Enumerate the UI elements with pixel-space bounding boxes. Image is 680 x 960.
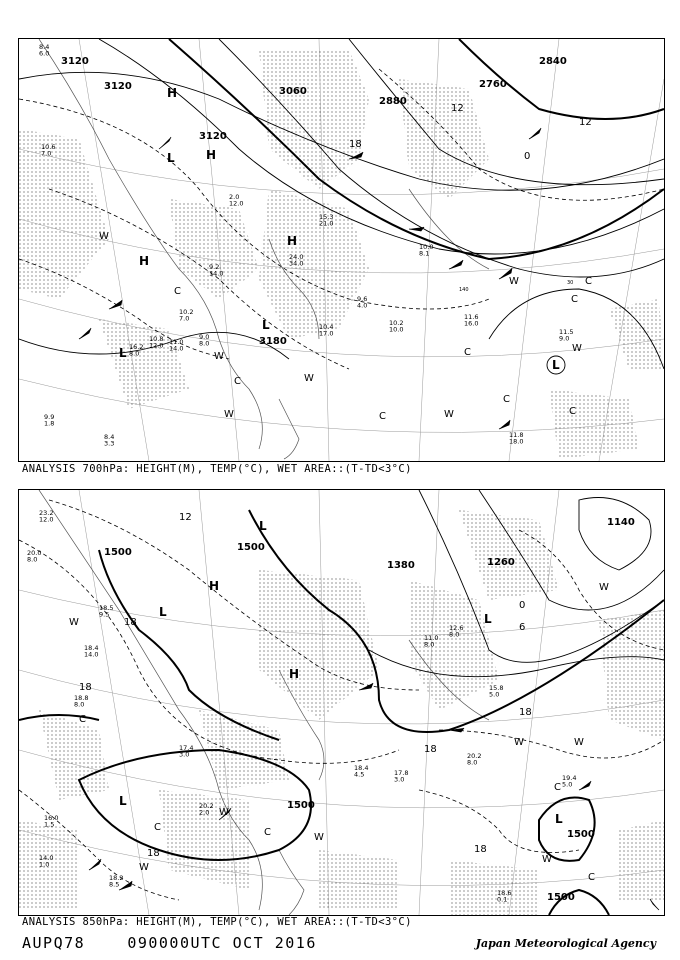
station-value: 10.2 7.0	[179, 308, 194, 323]
warm-center-mark: W	[99, 231, 109, 242]
warm-center-mark: W	[219, 807, 229, 818]
station-value: 9.9 1.8	[44, 413, 55, 428]
low-pressure-center: L	[555, 812, 563, 826]
isotherm-label: 12	[179, 512, 192, 523]
isotherm-label: 18	[79, 682, 92, 693]
cold-center-mark: C	[174, 286, 181, 297]
station-value: 11.8 18.0	[509, 431, 524, 446]
cold-center-mark: C	[234, 376, 241, 387]
station-value: 10.6 7.0	[41, 143, 56, 158]
station-value: 2.0 12.0	[229, 193, 244, 208]
station-value: 18.8 8.0	[74, 694, 89, 709]
low-pressure-center: L	[484, 612, 492, 626]
station-value: 9.2 14.0	[209, 263, 224, 278]
height-label: 2840	[539, 56, 567, 67]
high-pressure-center: H	[139, 254, 150, 268]
isotherm-label: 12	[579, 117, 592, 128]
station-value: 18.4 4.5	[354, 764, 369, 779]
height-label: 2760	[479, 79, 507, 90]
station-value: 18.5 9.5	[99, 604, 114, 619]
station-value: 24.0 34.0	[289, 253, 304, 268]
height-label: 3120	[104, 81, 132, 92]
warm-center-mark: W	[314, 832, 324, 843]
chart-code-and-valid-time	[22, 934, 317, 952]
cold-center-mark: C	[585, 276, 592, 287]
station-value: 16.2 8.0	[129, 343, 144, 358]
station-value: 20.0 8.0	[27, 549, 42, 564]
station-value: 8.4 3.3	[104, 433, 115, 448]
caption-700hpa: ANALYSIS 700hPa: HEIGHT(M), TEMP(°C), WET AREA::(T-TD<3°C)	[22, 463, 412, 475]
cold-center-mark: C	[154, 822, 161, 833]
station-value: 18.4 14.0	[84, 644, 99, 659]
caption-850hpa: ANALYSIS 850hPa: HEIGHT(M), TEMP(°C), WET AREA::(T-TD<3°C)	[22, 916, 412, 928]
station-value: 11.5 9.0	[559, 328, 574, 343]
cold-center-mark: C	[379, 411, 386, 422]
station-value: 20.2 8.0	[467, 752, 482, 767]
low-pressure-center: L	[159, 605, 167, 619]
station-value: 9.6 4.0	[357, 295, 368, 310]
cold-center-mark: C	[79, 714, 86, 725]
station-value: 10.4 17.0	[319, 323, 334, 338]
height-label: 3060	[279, 86, 307, 97]
station-value: 11.6 16.0	[464, 313, 479, 328]
cold-center-mark: C	[588, 872, 595, 883]
station-value: 8.4 6.0	[39, 43, 50, 58]
isotherm-label: 12	[451, 103, 464, 114]
station-value: 11.0 14.0	[169, 338, 184, 353]
isotherm-label: 18	[474, 844, 487, 855]
high-pressure-center: H	[206, 148, 217, 162]
isotherm-label: 18	[424, 744, 437, 755]
low-pressure-center: L	[167, 151, 175, 165]
warm-center-mark: W	[214, 351, 224, 362]
height-label: 2880	[379, 96, 407, 107]
low-pressure-center: L	[119, 346, 127, 360]
grid-tick-label: 140	[459, 287, 469, 293]
map-panel-850hpa	[18, 489, 665, 916]
station-value: 15.3 21.0	[319, 213, 334, 228]
warm-center-mark: W	[69, 617, 79, 628]
cold-center-mark: C	[571, 294, 578, 305]
station-value: 10.0 8.1	[419, 243, 434, 258]
station-value: 12.6 8.0	[449, 624, 464, 639]
station-value: 9.0 8.0	[199, 333, 210, 348]
warm-center-mark: W	[509, 276, 519, 287]
height-label: 1380	[387, 560, 415, 571]
agency-credit: Japan Meteorological Agency	[475, 937, 656, 950]
height-label: 1500	[287, 800, 315, 811]
cold-center-mark: C	[503, 394, 510, 405]
low-pressure-center: L	[119, 794, 127, 808]
high-pressure-center: H	[289, 667, 300, 681]
isotherm-label: 18	[519, 707, 532, 718]
isotherm-label: 6	[519, 622, 526, 633]
high-pressure-center: H	[287, 234, 298, 248]
warm-center-mark: W	[542, 854, 552, 865]
cold-center-mark: C	[464, 347, 471, 358]
map-700hpa-canvas	[19, 39, 664, 461]
warm-center-mark: W	[444, 409, 454, 420]
isotherm-label: 18	[349, 139, 362, 150]
cold-center-mark: C	[554, 782, 561, 793]
grid-tick-label: 30	[567, 280, 574, 286]
station-value: 19.4 5.0	[562, 774, 577, 789]
warm-center-mark: W	[572, 343, 582, 354]
map-panel-700hpa	[18, 38, 665, 462]
station-value: 10.8 12.0	[149, 335, 164, 350]
valid-time: 090000UTC OCT 2016	[127, 934, 317, 952]
wet-area	[19, 49, 664, 459]
low-pressure-center: L	[262, 318, 270, 332]
warm-center-mark: W	[599, 582, 609, 593]
isotherm-label: 0	[519, 600, 526, 611]
station-value: 17.8 3.0	[394, 769, 409, 784]
low-pressure-center: L	[259, 519, 267, 533]
height-label: 1500	[104, 547, 132, 558]
station-value: 15.8 5.0	[489, 684, 504, 699]
isotherm-label: 18	[124, 617, 137, 628]
warm-center-mark: W	[514, 737, 524, 748]
station-value: 11.0 8.0	[424, 634, 439, 649]
station-value: 18.6 0.1	[497, 889, 512, 904]
cold-center-mark: C	[569, 406, 576, 417]
height-label: 3120	[61, 56, 89, 67]
isotherm-label: 18	[147, 848, 160, 859]
height-label: 1260	[487, 557, 515, 568]
high-pressure-center: H	[209, 579, 220, 593]
warm-center-mark: W	[139, 862, 149, 873]
station-value: 23.2 12.0	[39, 509, 54, 524]
station-value: 16.0 1.5	[44, 814, 59, 829]
map-850hpa-canvas	[19, 490, 664, 915]
height-label: 1140	[607, 517, 635, 528]
height-label: 1500	[567, 829, 595, 840]
station-value: 17.4 3.0	[179, 744, 194, 759]
height-label: 3180	[259, 336, 287, 347]
warm-center-mark: W	[224, 409, 234, 420]
station-value: 18.2 8.5	[109, 874, 124, 889]
isotherm-label: 0	[524, 151, 531, 162]
height-label: 1500	[547, 892, 575, 903]
station-value: 14.0 1.0	[39, 854, 54, 869]
warm-center-mark: W	[304, 373, 314, 384]
warm-center-mark: W	[574, 737, 584, 748]
height-label: 3120	[199, 131, 227, 142]
cold-center-mark: C	[264, 827, 271, 838]
high-pressure-center: H	[167, 86, 178, 100]
chart-code: AUPQ78	[22, 934, 86, 952]
station-value: 10.2 10.0	[389, 319, 404, 334]
station-value: 20.2 2.0	[199, 802, 214, 817]
low-pressure-center: L	[552, 358, 560, 372]
height-label: 1500	[237, 542, 265, 553]
